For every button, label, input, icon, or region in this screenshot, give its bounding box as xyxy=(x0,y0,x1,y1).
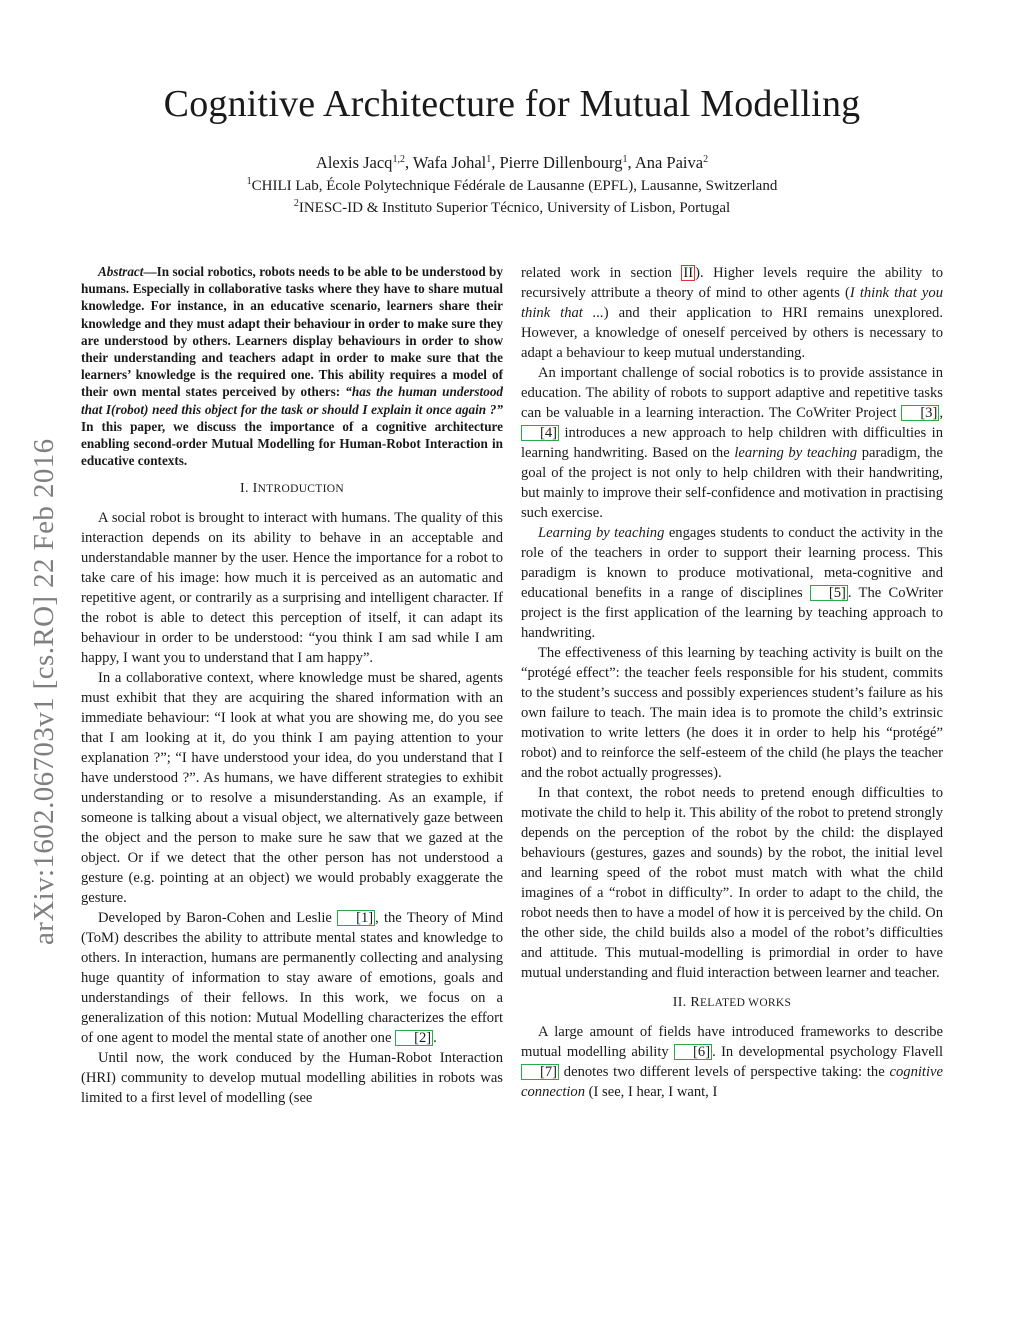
citation-link[interactable]: [2] xyxy=(395,1030,433,1046)
abstract-label: Abstract xyxy=(98,264,144,279)
section-number: II. xyxy=(672,995,691,1010)
section-link[interactable]: II xyxy=(683,265,694,281)
section-heading-related-works xyxy=(521,993,943,1013)
paragraph-text: introduces a new approach to help children with difficulties in learning handwriting. Based on the xyxy=(521,425,943,461)
affiliation xyxy=(0,178,1024,195)
paragraph xyxy=(521,523,943,643)
abstract xyxy=(81,263,503,469)
paragraph-text: ) and their application to HRI remains unexplored. However, a knowledge of oneself perceived by others is necessary to adapt a behaviour to keep mutual understanding. xyxy=(521,305,943,361)
abstract-quote: “has the human understood that I(robot) need this object for the task or should I explain it once again ?” xyxy=(81,384,504,417)
citation-link[interactable]: [3] xyxy=(901,405,939,421)
citation-link[interactable]: [4] xyxy=(521,425,559,441)
citation-link[interactable]: [7] xyxy=(521,1064,559,1080)
paper-title: Cognitive Architecture for Mutual Modelling xyxy=(163,83,861,125)
abstract-text: In social robotics, robots needs to be able to be understood by humans. Especially in collaborative tasks where they have to share mutual knowledge. For instance, in an educative scenario, learners share their knowledge and they must adapt their behaviour in order to make sure they are understood by others. Learners display behaviours in order to show their understanding and teachers adapt in order to make sure that the learners’ knowledge is the required one. This ability requires a model of their own mental states perceived by others: xyxy=(81,264,503,400)
right-column xyxy=(521,263,943,1102)
section-heading-introduction xyxy=(81,479,503,499)
paragraph-text: ). Higher levels require the ability to recursively attribute a theory of mind to other agents ( xyxy=(521,265,943,301)
author-affiliation-mark: 1 xyxy=(622,154,628,165)
left-column xyxy=(81,263,503,1108)
paragraph-text: An important challenge of social robotics is to provide assistance in education. The ability of robots to support adaptive and repetitive tasks can be valuable in a learning interaction. The CoWriter Project xyxy=(521,365,943,421)
affiliation-text: INESC-ID & Instituto Superior Técnico, University of Lisbon, Portugal xyxy=(298,200,731,216)
paragraph xyxy=(521,1022,943,1102)
citation-link[interactable]: [1] xyxy=(337,910,375,926)
paragraph: Until now, the work conduced by the Human-Robot Interaction (HRI) community to develop mutual modelling abilities in robots was limited to a first level of modelling (see xyxy=(81,1050,503,1107)
section-number: I. xyxy=(240,481,253,497)
paragraph-text: , the Theory of Mind (ToM) describes the ability to attribute mental states and knowledge to others. In interaction, humans are permanently collecting and analysing huge quantity of information to stay aware of emotions, goals and understandings of their fellows. In this work, we focus on a generalization of this notion: Mutual Modelling characterizes the effort of one agent to model the mental state of another one xyxy=(81,910,504,1047)
paragraph-text: denotes two different levels of perspective taking: the xyxy=(559,1064,890,1080)
paragraph: A social robot is brought to interact with humans. The quality of this interaction depends on its ability to behave in an acceptable and understandable manner by the user. Hence the importance for a robot to take care of his image: how much it is perceived as an automatic and repetitive agent, or contrarily as a surprising and intelligent character. If the robot is able to detect this perception of itself, it can adapt its behaviour in order to be understood: “you think I am sad while I am happy, I want you to understand that I am happy”. xyxy=(81,510,503,667)
affiliation-mark: 1 xyxy=(246,176,252,187)
abstract-separator: — xyxy=(143,264,157,279)
author-affiliation-mark: 1,2 xyxy=(392,154,405,165)
emphasis-text: learning by teaching xyxy=(734,445,858,461)
emphasis-text: Learning by teaching xyxy=(538,525,665,541)
paragraph-text: , xyxy=(939,405,943,421)
paragraph: In a collaborative context, where knowledge must be shared, agents must exhibit that they are acquiring the shared information with an immediate behaviour: “I look at what you are showing me, do you see that I am looking at it, do you think I am paying attention to your explanation ?”; “I have understood your idea, do you understand that I have understood ?”. As humans, we have different strategies to exhibit understanding or to resolve a misunderstanding. As an example, if someone is talking about a visual object, we alternatively gaze between the object and the person to make sure he saw that we gazed at the object. Or if we detect that the other person has not understood a gesture (e.g. pointing at an object) we would probably exaggerate the gesture. xyxy=(81,670,503,907)
paragraph-text: . In developmental psychology Flavell xyxy=(712,1044,943,1060)
paragraph-text: A large amount of fields have introduced frameworks to describe mutual modelling ability xyxy=(521,1024,943,1060)
citation-link[interactable]: [6] xyxy=(674,1044,712,1060)
section-initial: R xyxy=(690,995,700,1010)
paragraph: In that context, the robot needs to pretend enough difficulties to motivate the child to help it. This ability of the robot to pretend strongly depends on the perception of the robot by the child: the displayed behaviours (gestures, gazes and sounds) by the robot, the initial level and learning speed of the robot must match with what the child imagines of a “robot in difficulty”. In order to adapt to the child, the robot needs then to have a model of how it is perceived by the child. On the other side, the child builds also a model of the robot’s difficulties and attitude. This mutual-modelling is primordial in order to have mutual understanding and fluid interaction between learner and teacher. xyxy=(521,785,943,981)
arxiv-watermark: arXiv:1602.06703v1 [cs.RO] 22 Feb 2016 xyxy=(28,438,60,945)
abstract-text: In this paper, we discuss the importance of a cognitive architecture enabling second-order Mutual Modelling for Human-Robot Interaction in educative contexts. xyxy=(81,418,503,469)
paragraph xyxy=(81,908,503,1048)
affiliation-text: CHILI Lab, École Polytechnique Fédérale de Lausanne (EPFL), Lausanne, Switzerland xyxy=(251,178,778,194)
author-list: Alexis Jacq$^{1,2}$, Wafa Johal$^1$, Pierre Dillenbourg$^1$, Ana Paiva$^2$ xyxy=(315,153,709,172)
author-name: Ana Paiva xyxy=(634,153,704,172)
section-initial: I xyxy=(252,481,258,497)
paragraph-text: . xyxy=(433,1030,437,1047)
paragraph-text: (I see, I hear, I want, I xyxy=(585,1084,718,1100)
author-affiliation-mark: 2 xyxy=(703,154,709,165)
paragraph-text: engages students to conduct the activity in the role of the teachers in order to support their learning process. This paradigm is known to produce motivational, meta-cognitive and educational benefits in a range of disciplines xyxy=(521,525,943,601)
section-title: NTRODUCTION xyxy=(257,483,344,496)
section-title: ELATED WORKS xyxy=(699,997,792,1009)
emphasis-text: cognitive connection xyxy=(521,1064,943,1100)
author-name: Alexis Jacq xyxy=(315,153,393,172)
paragraph: The effectiveness of this learning by teaching activity is built on the “protégé effect”: the teacher feels responsible for his student, commits to the student’s success and possibly experiences student’s failure as his own failure to teach. The main idea is to promote the child’s extrinsic motivation to write letters (he does it in order to help his “protégé” robot) and to reinforce the self-esteem of the child (he plays the teacher and the robot actually progresses). xyxy=(521,645,943,781)
paragraph-text: related work in section xyxy=(521,265,682,281)
paragraph-text: Developed by Baron-Cohen and Leslie xyxy=(98,910,338,927)
affiliation xyxy=(0,200,1024,217)
paragraph-text: . The CoWriter project is the first application of the learning by teaching approach to handwriting. xyxy=(521,585,943,641)
paragraph xyxy=(521,363,943,523)
citation-link[interactable]: [5] xyxy=(810,585,848,601)
paragraph xyxy=(521,263,943,363)
emphasis-text: I think that you think that ... xyxy=(521,285,943,321)
author-name: Wafa Johal xyxy=(412,153,487,172)
author-name: Pierre Dillenbourg xyxy=(499,153,623,172)
paragraph-text: paradigm, the goal of the project is not only to help children with their handwriting, but mainly to improve their self-confidence and motivation in practising such exercise. xyxy=(521,445,943,521)
affiliation-mark: 2 xyxy=(293,198,299,209)
author-affiliation-mark: 1 xyxy=(486,154,492,165)
